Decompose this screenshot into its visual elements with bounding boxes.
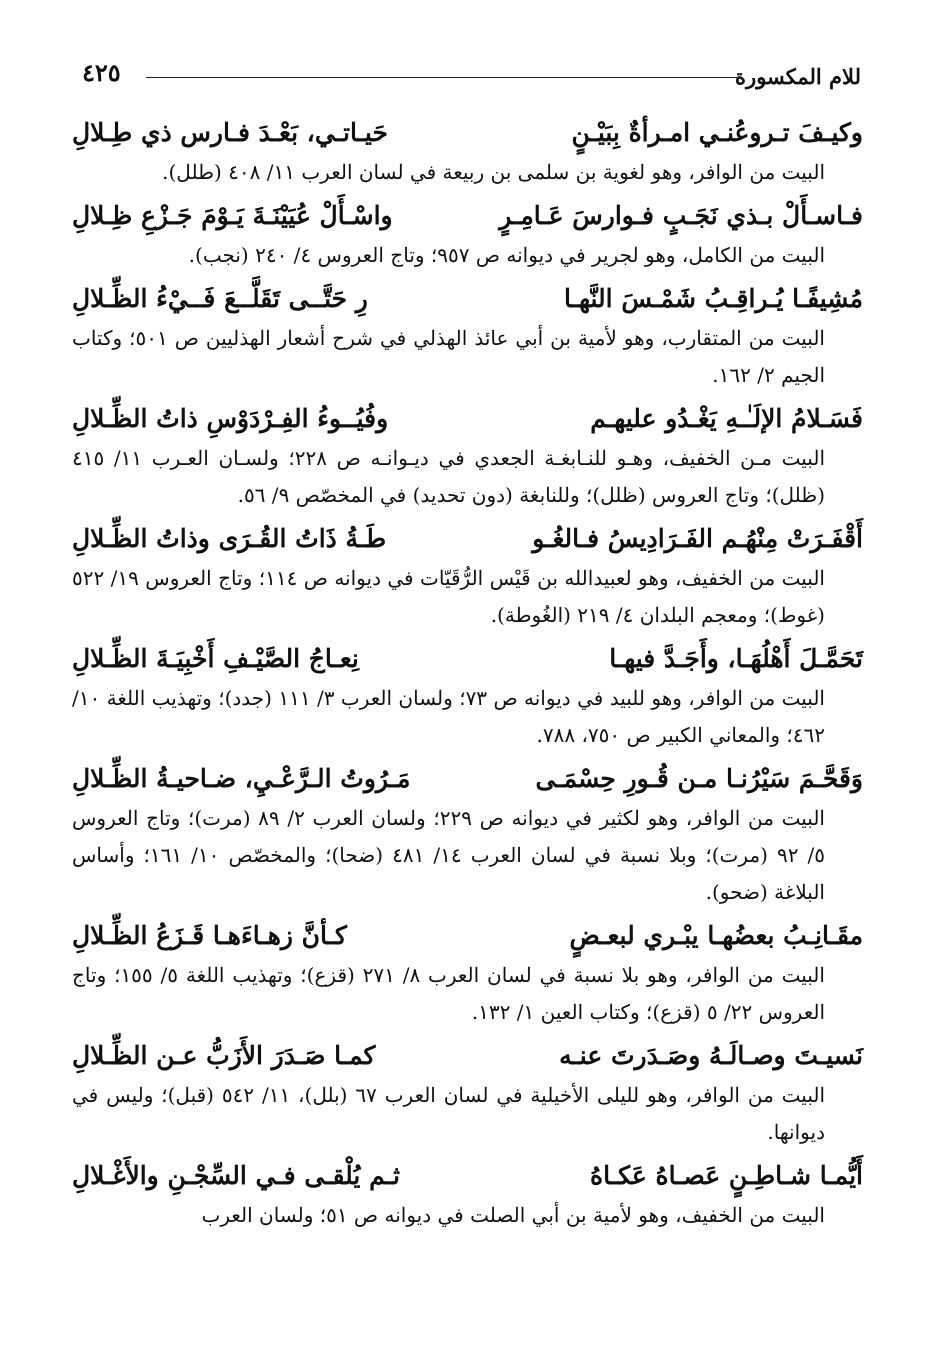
verse-first-hemistich: مقَـانِـبُ بعضُهـا يبْـري لبعـضٍ	[569, 921, 863, 950]
verse-second-hemistich: وفُيُــوءُ الفِـرْدَوْسِ ذاتُ الظِّـلالِ	[72, 404, 389, 433]
verse	[72, 195, 863, 237]
verse-second-hemistich: ثـم يُلْقـى فـي السِّجْـنِ والأَغْـلالِ	[72, 1161, 401, 1190]
verse-note: البيت من الوافر، وهو لكثير في ديوانه ص ٢٢٩؛ ولسان العرب ٢/ ٨٩ (مرت)؛ وتاج العروس ٥/ ٩٢ (مرت)؛ وبلا نسبة في لسان العرب ١٤/ ٤٨١ (ضحا)؛ والمخصّص ١٠/ ١٦١؛ وأساس البلاغة (ضحو).	[72, 806, 825, 904]
verse-second-hemistich: كـأنَّ زهـاءَهـا قَـزَعُ الظِّـلالِ	[72, 921, 347, 950]
verse-first-hemistich: وكيـفَ تـروعُنـي امـرأةٌ بِبَيْـنٍ	[571, 118, 863, 147]
verse-note: البيت من الخفيف، وهو لعبيدالله بن قَيْس الرُّقَيّات في ديوانه ص ١١٤؛ وتاج العروس ١٩/ ٥٢٢ (غوط)؛ ومعجم البلدان ٤/ ٢١٩ (الغُوطة).	[72, 566, 825, 627]
verse-note: البيت من الوافر، وهو لغوية بن سلمى بن ربيعة في لسان العرب ١١/ ٤٠٨ (طلل).	[162, 160, 825, 184]
verse	[72, 112, 863, 154]
entry-5	[72, 518, 863, 634]
verse-second-hemistich: حَيـاتـي، بَعْـدَ فـارس ذي طِـلالِ	[72, 118, 388, 147]
verse-first-hemistich: أَقْفَـرَتْ مِنْهُـم الفَـرَادِيسُ فـالغُـو	[532, 524, 863, 553]
chapter-title: للام المكسورة	[735, 64, 861, 89]
verse-first-hemistich: مُشِيفًـا يُـراقِـبُ شَمْـسَ النَّهـا	[564, 284, 863, 313]
entry-1	[72, 112, 863, 191]
entries	[72, 112, 863, 1234]
page-header	[82, 58, 861, 98]
entry-2	[72, 195, 863, 274]
verse-second-hemistich: رِ حَتَّــى تَقَلَّــعَ فَــيْءُ الظِّـلالِ	[72, 284, 368, 313]
entry-10	[72, 1155, 863, 1234]
page-number: ٤٢٥	[82, 58, 121, 87]
verse-second-hemistich: واسْـأَلْ عُيَيْنَـةَ يَـوْمَ جَـزْعِ ظِـلالِ	[72, 201, 393, 230]
entry-9	[72, 1035, 863, 1151]
verse	[72, 638, 863, 680]
verse-note: البيت من المتقارب، وهو لأمية بن أبي عائذ الهذلي في شرح أشعار الهذليين ص ٥٠١؛ وكتاب الجيم ٢/ ١٦٢.	[72, 326, 825, 387]
verse-first-hemistich: نَسيـتَ وصـالَـهُ وصَـدَرتَ عنـه	[559, 1041, 863, 1070]
verse-note: البيت من الوافر، وهو للبيد في ديوانه ص ٧٣؛ ولسان العرب ٣/ ١١١ (جدد)؛ وتهذيب اللغة ١٠/ ٤٦٢؛ والمعاني الكبير ص ٧٥٠، ٧٨٨.	[72, 686, 825, 747]
verse-first-hemistich: وَقَحَّـمَ سَيْرُنـا مـن قُـورِ حِسْمَـى	[535, 764, 863, 793]
verse-first-hemistich: تَحَمَّـلَ أَهْلُهَـا، وأَجَـدَّ فيهـا	[609, 644, 863, 673]
verse	[72, 398, 863, 440]
entry-6	[72, 638, 863, 754]
verse-note: البيت من الخفيف، وهو لأمية بن أبي الصلت في ديوانه ص ٥١؛ ولسان العرب	[201, 1203, 825, 1227]
verse	[72, 518, 863, 560]
verse-first-hemistich: أَيُّمـا شـاطِـنٍ عَصـاهُ عَكـاهُ	[590, 1161, 863, 1190]
verse-first-hemistich: فَسَـلامُ الإلَـٰـهِ يَغْـدُو عليهـم	[590, 404, 863, 433]
verse-second-hemistich: طَـةُ ذَاتُ القُـرَى وذاتُ الظِّـلالِ	[72, 524, 387, 553]
verse-first-hemistich: فـاسـأَلْ بـذي نَجَـبٍ فـوارسَ عَـامِـرٍ	[499, 201, 863, 230]
verse-note: البيت مـن الخفيف، وهـو للنـابغـة الجعدي في ديـوانـه ص ٢٢٨؛ ولسـان العـرب ١١/ ٤١٥ (ظلل)؛ وتاج العروس (ظلل)؛ وللنابغة (دون تحديد) في المخصّص ٩/ ٥٦.	[72, 446, 825, 507]
verse	[72, 758, 863, 800]
verse	[72, 278, 863, 320]
verse	[72, 1155, 863, 1197]
entry-7	[72, 758, 863, 911]
entry-4	[72, 398, 863, 514]
entry-3	[72, 278, 863, 394]
entry-8	[72, 915, 863, 1031]
verse-second-hemistich: نِعـاجُ الصَّيْـفِ أَخْبِيَـةَ الظِّـلالِ	[72, 644, 359, 673]
verse-note: البيت من الوافر، وهو لليلى الأخيلية في لسان العرب ٦٧ (بلل)، ١١/ ٥٤٢ (قبل)؛ وليس في ديوانها.	[72, 1083, 826, 1144]
verse-second-hemistich: مَـرُوتُ الـرَّعْـيِ، ضـاحيـةُ الظِّـلالِ	[72, 764, 411, 793]
verse	[72, 915, 863, 957]
header-rule	[146, 77, 741, 78]
verse-note: البيت من الكامل، وهو لجرير في ديوانه ص ٩٥٧؛ وتاج العروس ٤/ ٢٤٠ (نجب).	[188, 243, 825, 267]
verse	[72, 1035, 863, 1077]
verse-second-hemistich: كمـا صَـدَرَ الأَزَبُّ عـن الظِّـلالِ	[72, 1041, 376, 1070]
verse-note: البيت من الوافر، وهو بلا نسبة في لسان العرب ٨/ ٢٧١ (قزع)؛ وتهذيب اللغة ٥/ ١٥٥؛ وتاج العروس ٢٢/ ٥ (قزع)؛ وكتاب العين ١/ ١٣٢.	[72, 963, 825, 1024]
